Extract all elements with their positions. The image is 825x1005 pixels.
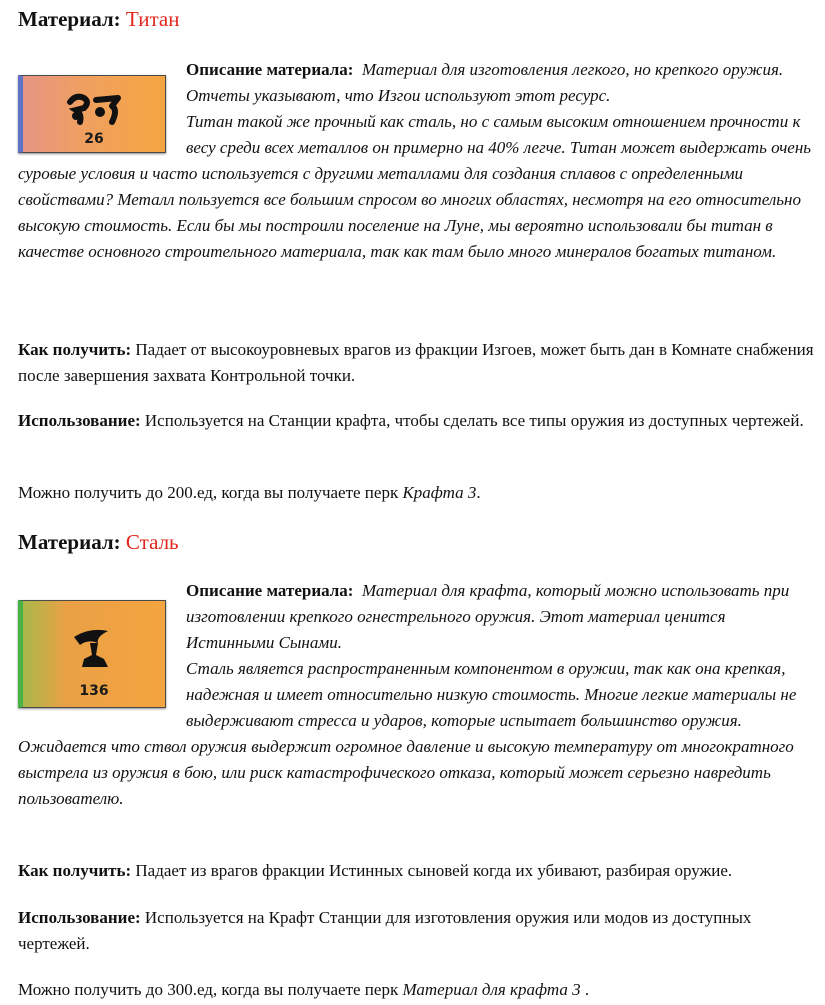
titan-perk-prefix: Можно получить до 200.ед, когда вы получаете перк: [18, 483, 399, 502]
steel-perk-suffix: .: [580, 980, 590, 999]
titan-usage: [18, 408, 817, 434]
steel-usage: [18, 905, 817, 957]
titan-material-icon: [18, 75, 166, 153]
titan-usage-label: Использование:: [18, 411, 141, 430]
titan-desc-text: Материал для изготовления легкого, но крепкого оружия. Отчеты указывают, что Изгои используют этот ресурс.: [186, 60, 784, 105]
steel-perk-prefix: Можно получить до 300.ед, когда вы получаете перк: [18, 980, 399, 999]
steel-perk-name: Материал для крафта 3: [402, 980, 581, 999]
steel-perk: [18, 977, 817, 1003]
titan-heading-label: Материал:: [18, 7, 121, 31]
steel-description-block: [18, 578, 817, 812]
titan-desc-label: Описание материала:: [186, 60, 354, 79]
steel-obtain-label: Как получить:: [18, 861, 132, 880]
steel-heading-label: Материал:: [18, 530, 121, 554]
steel-obtain-text: Падает из врагов фракции Истинных сыновей когда их убивают, разбирая оружие.: [135, 861, 733, 880]
titan-perk-name: Крафта 3: [402, 483, 477, 502]
titan-obtain: [18, 337, 817, 389]
titan-glyph-icon: [66, 92, 122, 136]
titan-heading: [18, 4, 817, 34]
titan-desc-text-2: Титан такой же прочный как сталь, но с самым высоким отношением прочности к весу среди всех металлов он примерно на 40% легче. Титан может выдержать очень суровые условия и часто используется с другими металлами для создания сплавов с определенными свойствами? Металл пользуется все большим спросом во многих областях, несмотря на его относительно высокую стоимость. Если бы мы построили поселение на Луне, мы вероятно использовали бы титан в качестве основного строительного материала, так как там было много минералов богатых титаном.: [18, 112, 812, 261]
steel-desc-text: Материал для крафта, который можно использовать при изготовлении крепкого огнестрельного оружия. Этот материал ценится Истинными Сынами.: [186, 581, 790, 652]
steel-usage-label: Использование:: [18, 908, 141, 927]
titan-obtain-label: Как получить:: [18, 340, 132, 359]
steel-material-icon: [18, 600, 166, 708]
titan-count: 26: [84, 131, 104, 147]
titan-obtain-text: Падает от высокоуровневых врагов из фракции Изгоев, может быть дан в Комнате снабжения после завершения захвата Контрольной точки.: [18, 340, 814, 385]
titan-heading-name: Титан: [125, 7, 180, 31]
titan-usage-text: Используется на Станции крафта, чтобы сделать все типы оружия из доступных чертежей.: [144, 411, 804, 430]
titan-perk-suffix: .: [476, 483, 481, 502]
steel-heading: [18, 527, 817, 557]
steel-glyph-icon: [68, 623, 120, 669]
steel-obtain: [18, 858, 817, 884]
steel-heading-name: Сталь: [125, 530, 179, 554]
titan-perk: [18, 480, 817, 506]
steel-desc-text-2: Сталь является распространенным компонентом в оружии, так как она крепкая, надежная и имеет относительно низкую стоимость. Многие легкие материалы не выдерживают стресса и ударов, которые испытает большинство оружия.: [186, 659, 797, 730]
titan-description-block: [18, 57, 817, 265]
steel-desc-text-3: Ожидается что ствол оружия выдержит огромное давление и высокую температуру от многократного выстрела из оружия в бою, или риск катастрофического отказа, который может серьезно навредить пользователю.: [18, 737, 794, 808]
steel-desc-label: Описание материала:: [186, 581, 354, 600]
steel-usage-text: Используется на Крафт Станции для изготовления оружия или модов из доступных чертежей.: [18, 908, 752, 953]
steel-count: 136: [79, 683, 109, 699]
